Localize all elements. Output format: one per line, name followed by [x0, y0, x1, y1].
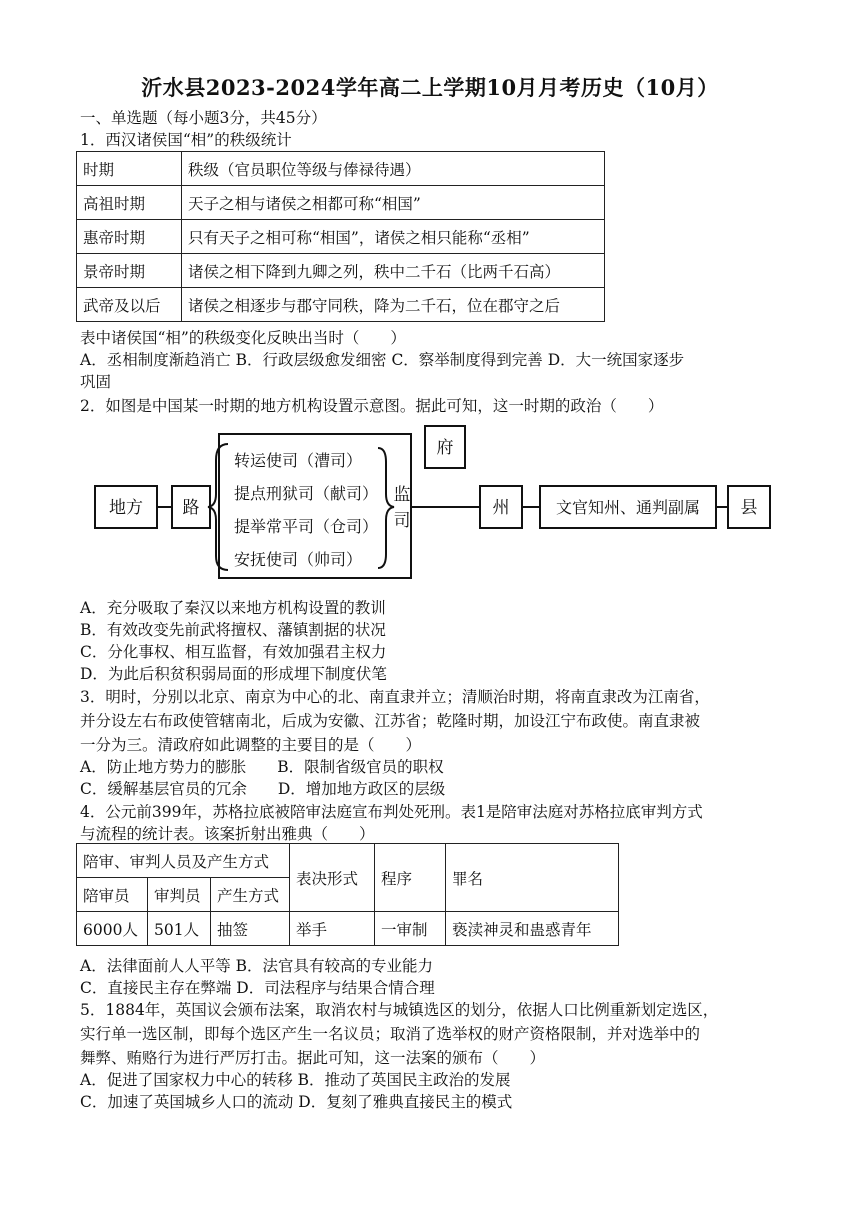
table-cell: 抽签: [211, 912, 290, 946]
q4-stem-line1: 4．公元前399年，苏格拉底被陪审法庭宣布判处死刑。表1是陪审法庭对苏格拉底审判方式: [80, 803, 703, 821]
table-row: [77, 254, 605, 288]
table-row: [77, 186, 605, 220]
table-row: [77, 844, 619, 878]
page-title: 沂水县2023-2024学年高二上学期10月月考历史（10月）: [141, 75, 719, 100]
q1-stem: 1．西汉诸侯国“相”的秩级统计: [80, 131, 292, 149]
diagram-label-xian: 县: [740, 498, 758, 518]
diagram-label-jiansi-2: 司: [393, 511, 411, 531]
table-cell: 陪审、审判人员及产生方式: [77, 844, 290, 878]
table-cell: 时期: [77, 152, 182, 186]
q1-options-line1: A．丞相制度渐趋消亡 B．行政层级愈发细密 C．察举制度得到完善 D．大一统国家逐步: [80, 351, 685, 369]
q5-stem-line2: 实行单一选区制，即每个选区产生一名议员；取消了选举权的财产资格限制，并对选举中的: [80, 1025, 701, 1043]
q2-option-d: D．为此后积贫积弱局面的形成埋下制度伏笔: [80, 665, 387, 683]
q4-table: [76, 843, 619, 946]
q1-question: 表中诸侯国“相”的秩级变化反映出当时（ ）: [80, 329, 406, 347]
table-cell: 景帝时期: [77, 254, 182, 288]
table-cell: 秩级（官员职位等级与俸禄待遇）: [182, 152, 605, 186]
section-heading: 一、单选题（每小题3分，共45分）: [80, 109, 327, 127]
table-cell: 6000人: [77, 912, 148, 946]
q5-options-line2: C．加速了英国城乡人口的流动 D．复刻了雅典直接民主的模式: [80, 1093, 513, 1111]
q2-diagram: [92, 420, 782, 585]
q5-stem-line1: 5．1884年，英国议会颁布法案，取消农村与城镇选区的划分，依据人口比例重新划定选区，: [80, 1001, 719, 1019]
q3-stem-line3: 一分为三。清政府如此调整的主要目的是（ ）: [80, 736, 422, 754]
table-cell: 诸侯之相逐步与郡守同秩，降为二千石，位在郡守之后: [182, 288, 605, 322]
q2-option-b: B．有效改变先前武将擅权、藩镇割据的状况: [80, 621, 386, 639]
table-cell: 举手: [290, 912, 375, 946]
q4-stem-line2: 与流程的统计表。该案折射出雅典（ ）: [80, 825, 375, 843]
table-cell: 陪审员: [77, 878, 148, 912]
diagram-right-brace: [378, 448, 394, 568]
diagram-label-sisi-3: 提举常平司（仓司）: [234, 517, 379, 536]
table-cell: 诸侯之相下降到九卿之列，秩中二千石（比两千石高）: [182, 254, 605, 288]
table-cell: 罪名: [446, 844, 619, 912]
diagram-label-sisi-2: 提点刑狱司（献司）: [234, 484, 379, 503]
diagram-label-jiansi-1: 监: [393, 485, 411, 505]
q3-options-line2: C．缓解基层官员的冗余 D．增加地方政区的层级: [80, 780, 446, 798]
table-row: [77, 152, 605, 186]
q4-options-line2: C．直接民主存在弊端 D．司法程序与结果合情合理: [80, 979, 435, 997]
table-row: [77, 288, 605, 322]
q5-options-line1: A．促进了国家权力中心的转移 B．推动了英国民主政治的发展: [80, 1071, 511, 1089]
q5-stem-line3: 舞弊、贿赂行为进行严厉打击。据此可知，这一法案的颁布（ ）: [80, 1049, 546, 1067]
table-cell: 惠帝时期: [77, 220, 182, 254]
table-cell: 高祖时期: [77, 186, 182, 220]
q1-table: [76, 151, 605, 322]
diagram-label-difang: 地方: [109, 498, 143, 518]
diagram-label-sisi-4: 安抚使司（帅司）: [234, 550, 363, 569]
table-cell: 武帝及以后: [77, 288, 182, 322]
table-cell: 表决形式: [290, 844, 375, 912]
q3-stem-line1: 3．明时，分别以北京、南京为中心的北、南直隶并立；清顺治时期，将南直隶改为江南省，: [80, 688, 710, 706]
q2-stem: 2．如图是中国某一时期的地方机构设置示意图。据此可知，这一时期的政治（ ）: [80, 397, 664, 415]
table-cell: 501人: [148, 912, 211, 946]
table-cell: 天子之相与诸侯之相都可称“相国”: [182, 186, 605, 220]
q1-options-line2: 巩固: [80, 373, 112, 391]
q3-stem-line2: 并分设左右布政使管辖南北，后成为安徽、江苏省；乾隆时期，加设江宁布政使。南直隶被: [80, 712, 701, 730]
table-cell: 程序: [375, 844, 446, 912]
diagram-label-lu: 路: [182, 498, 200, 518]
table-cell: 亵渎神灵和蛊惑青年: [446, 912, 619, 946]
diagram-label-sisi-1: 转运使司（漕司）: [234, 451, 363, 470]
table-cell: 只有天子之相可称“相国”，诸侯之相只能称“丞相”: [182, 220, 605, 254]
q3-options-line1: A．防止地方势力的膨胀 B．限制省级官员的职权: [80, 758, 444, 776]
table-row: [77, 912, 619, 946]
q4-options-line1: A．法律面前人人平等 B．法官具有较高的专业能力: [80, 957, 434, 975]
table-row: [77, 220, 605, 254]
diagram-label-zhou: 州: [492, 498, 510, 518]
q2-option-a: A．充分吸取了秦汉以来地方机构设置的教训: [80, 599, 386, 617]
diagram-label-wenguan: 文官知州、通判副属: [555, 498, 701, 517]
q2-option-c: C．分化事权、相互监督，有效加强君主权力: [80, 643, 387, 661]
table-cell: 审判员: [148, 878, 211, 912]
table-cell: 一审制: [375, 912, 446, 946]
table-cell: 产生方式: [211, 878, 290, 912]
diagram-label-fu: 府: [436, 438, 454, 458]
